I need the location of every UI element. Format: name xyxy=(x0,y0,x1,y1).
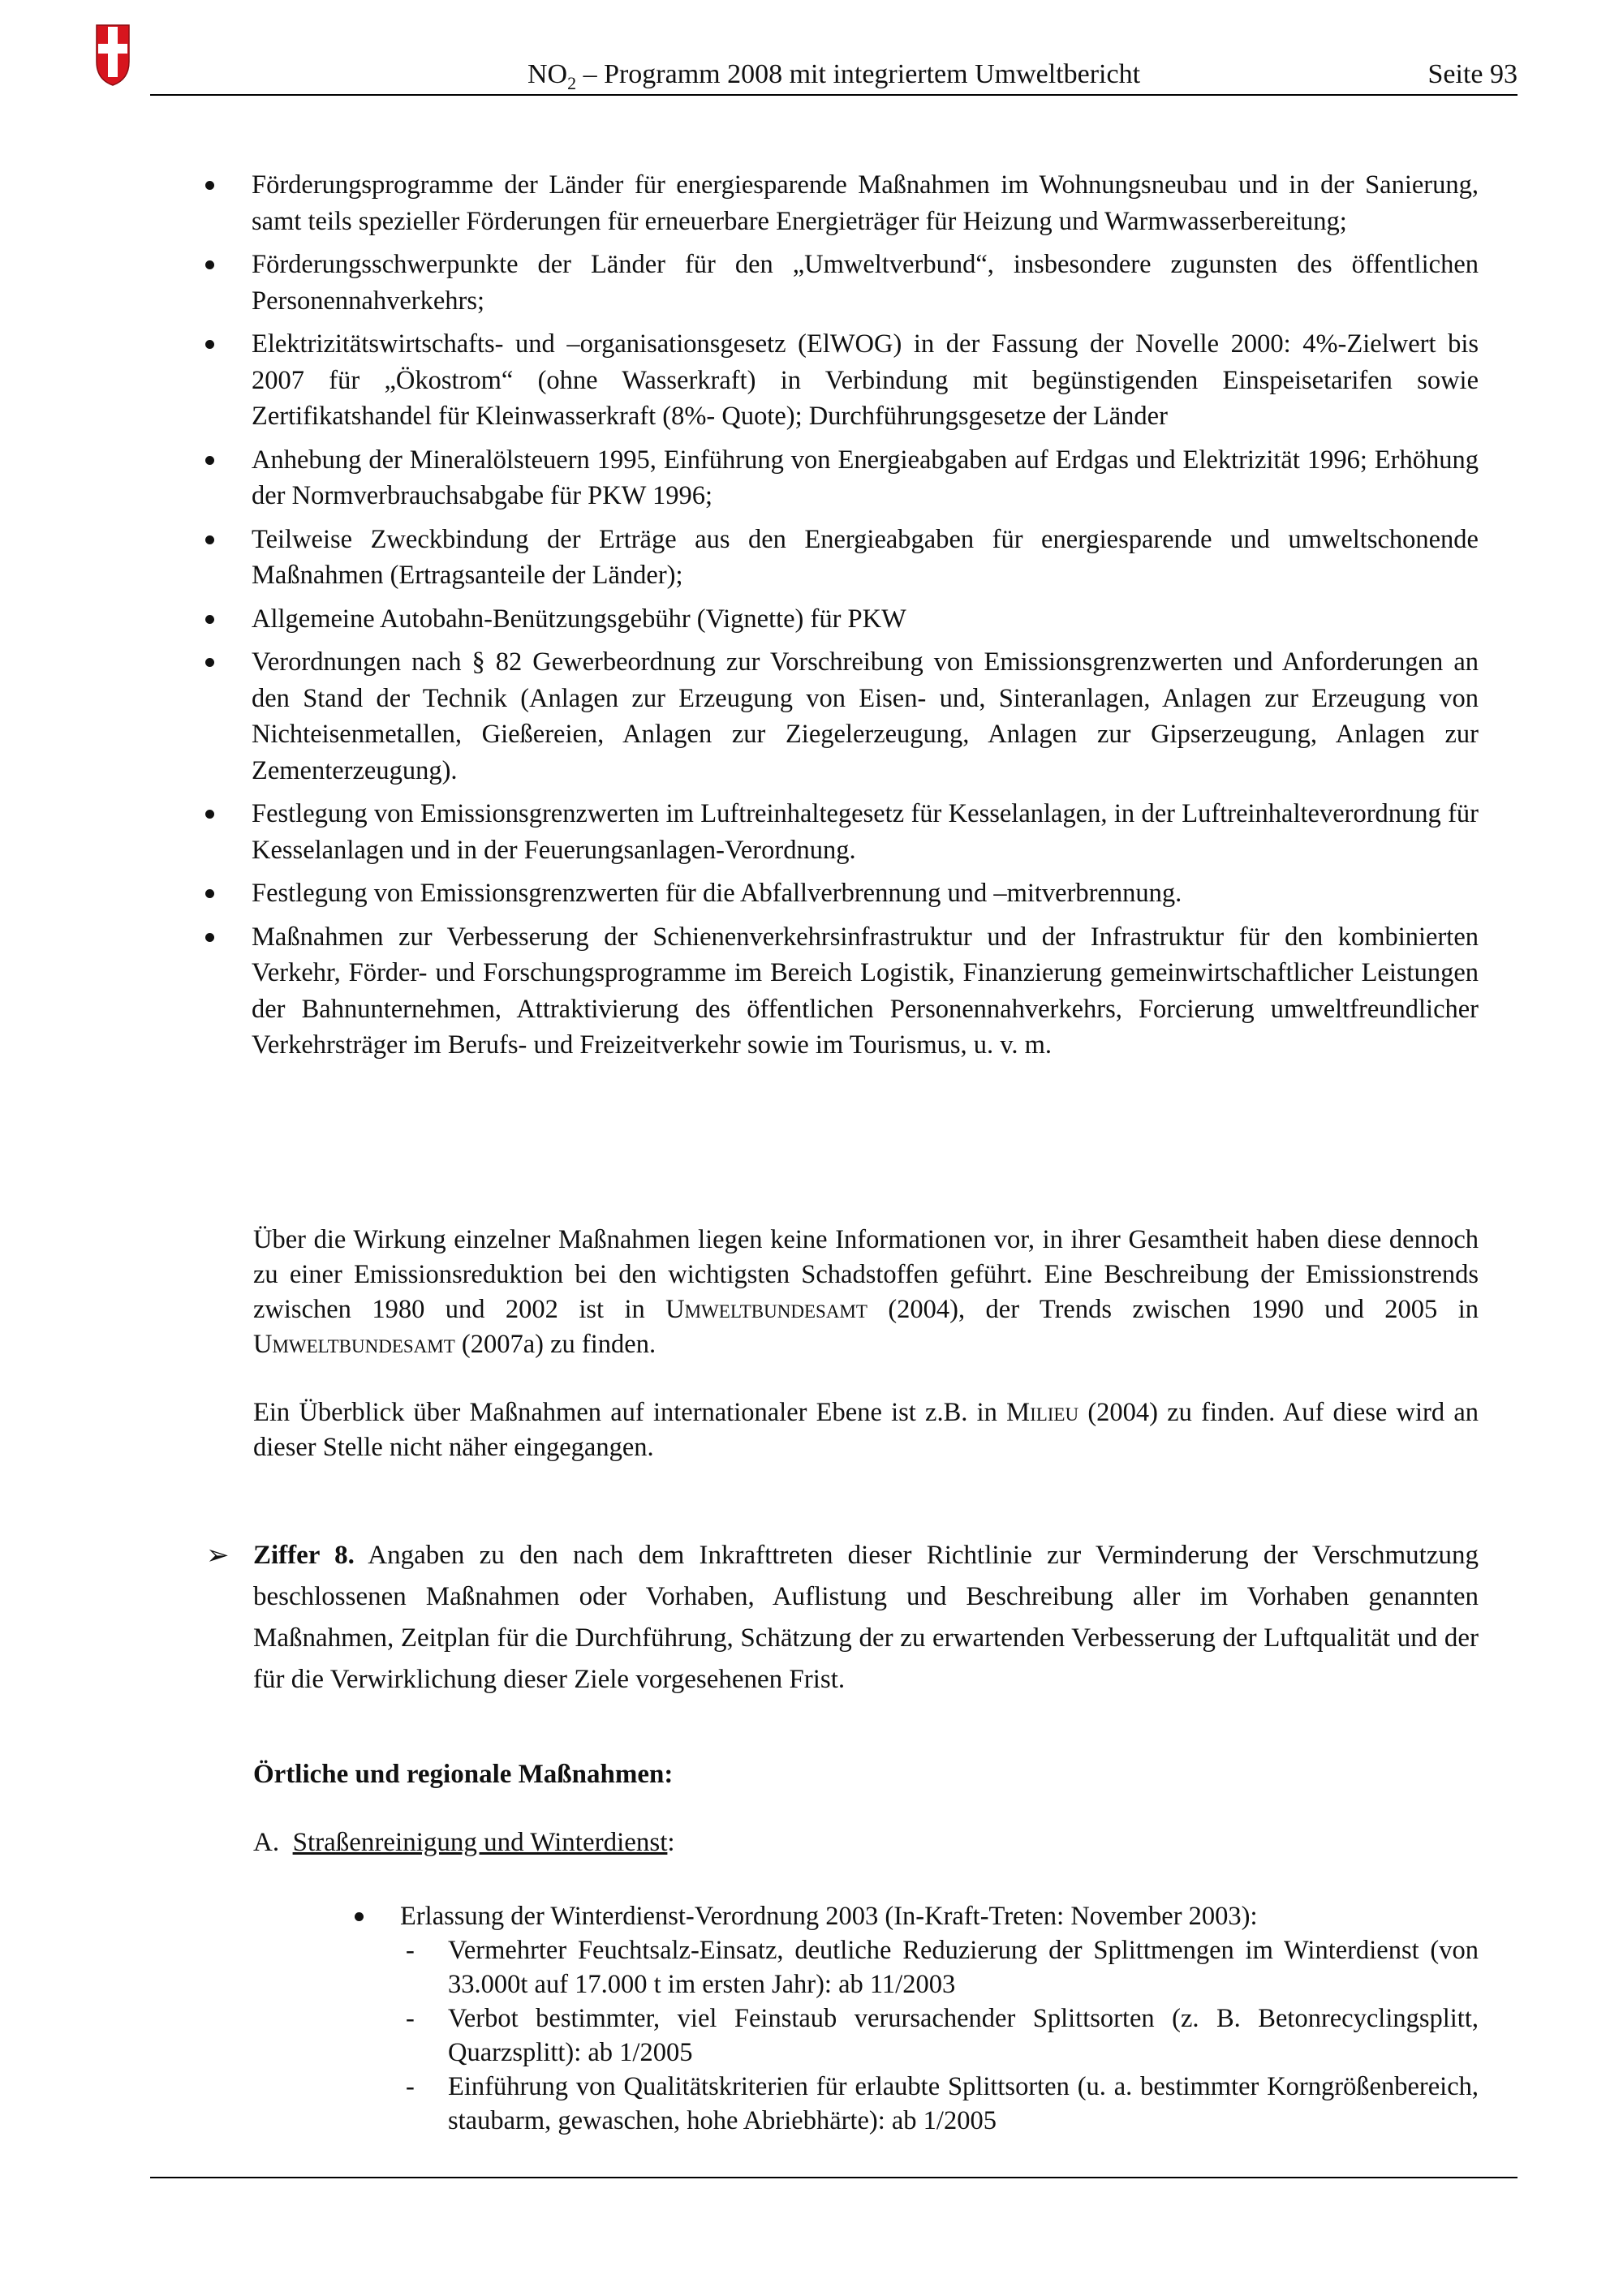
footer-rule xyxy=(150,2177,1518,2178)
section-heading: Örtliche und regionale Maßnahmen: xyxy=(253,1760,674,1789)
bullet-icon xyxy=(205,933,214,942)
list-item: Teilweise Zweckbindung der Erträge aus den Energieabgaben für energiesparende und umweltschonende Maßnahmen (Ertragsanteile der Länder); xyxy=(252,522,1479,594)
arrow-bullet-icon: ➢ xyxy=(206,1541,230,1571)
measures-list xyxy=(252,167,1479,1071)
dash-bullet: - xyxy=(406,2004,415,2033)
international-paragraph: Ein Überblick über Maßnahmen auf internationaler Ebene ist z.B. in Milieu (2004) zu finden. Auf diese wird an dieser Stelle nicht näher eingegangen. xyxy=(253,1398,1479,1462)
ziffer-8-paragraph: Ziffer 8. Angaben zu den nach dem Inkrafttreten dieser Richtlinie zur Verminderung der Verschmutzung beschlossenen Maßnahmen oder Vorhaben, Auflistung und Beschreibung aller im Vorhaben genannten Maßnahmen, Zeitplan für die Durchführung, Schätzung der zu erwartenden Verbesserung der Luftqualität und der für die Verwirklichung dieser Ziele vorgesehenen Frist. xyxy=(253,1541,1479,1694)
bullet-icon xyxy=(355,1912,364,1921)
bullet-icon xyxy=(205,181,214,190)
list-item: Elektrizitätswirtschafts- und –organisationsgesetz (ElWOG) in der Fassung der Novelle 2000: 4%-Zielwert bis 2007 für „Ökostrom“ (ohne Wasserkraft) in Verbindung mit begünstigenden Einspeisetarifen sowie Zertifikatshandel für Kleinwasserkraft (8%- Quote); Durchführungsgesetze der Länder xyxy=(252,326,1479,435)
ziffer-label: Ziffer 8. xyxy=(253,1541,355,1570)
reference-umweltbundesamt-2007a: Umweltbundesamt xyxy=(253,1330,455,1359)
list-item: Maßnahmen zur Verbesserung der Schienenverkehrsinfrastruktur und der Infrastruktur für den kombinierten Verkehr, Förder- und Forschungsprogramme im Bereich Logistik, Finanzierung gemeinwirtschaftlicher Leistungen der Bahnunternehmen, Attraktivierung des öffentlichen Personennahverkehrs, Forcierung umweltfreundlicher Verkehrsträger im Berufs- und Freizeitverkehr sowie im Tourismus, u. v. m. xyxy=(252,919,1479,1064)
dash-bullet: - xyxy=(406,2072,415,2101)
list-item: - Vermehrter Feuchtsalz-Einsatz, deutliche Reduzierung der Splittmengen im Winterdienst (von 33.000t auf 17.000 t im ersten Jahr): ab 11/2003 xyxy=(448,1933,1479,2001)
list-item: Festlegung von Emissionsgrenzwerten für die Abfallverbrennung und –mitverbrennung. xyxy=(252,875,1479,912)
vienna-crest-icon xyxy=(96,24,130,86)
winterdienst-bullet: Erlassung der Winterdienst-Verordnung 2003 (In-Kraft-Treten: November 2003): xyxy=(400,1899,1479,1933)
header-title: $NO_2$ – Programm 2008 mit integriertem Umweltbericht xyxy=(527,59,1141,93)
reference-milieu-2004: Milieu xyxy=(1006,1398,1079,1427)
list-item: - Einführung von Qualitätskriterien für erlaubte Splittsorten (u. a. bestimmter Korngrößenbereich, staubarm, gewaschen, hohe Abriebhärte): ab 1/2005 xyxy=(448,2070,1479,2138)
bullet-icon xyxy=(205,340,214,349)
bullet-icon xyxy=(205,889,214,898)
effects-paragraph: Über die Wirkung einzelner Maßnahmen liegen keine Informationen vor, in ihrer Gesamtheit haben diese dennoch zu einer Emissionsreduktion bei den wichtigsten Schadstoffen geführt. Eine Beschreibung der Emissionstrends zwischen 1980 und 2002 ist in Umweltbundesamt (2004), der Trends zwischen 1990 und 2005 in Umweltbundesamt (2007a) zu finden. xyxy=(253,1225,1479,1359)
list-item: Förderungsprogramme der Länder für energiesparende Maßnahmen im Wohnungsneubau und in der Sanierung, samt teils spezieller Förderungen für erneuerbare Energieträger für Heizung und Warmwasserbereitung; xyxy=(252,167,1479,239)
bullet-icon xyxy=(205,260,214,269)
bullet-icon xyxy=(205,615,214,624)
reference-umweltbundesamt-2004: Umweltbundesamt xyxy=(665,1295,867,1324)
list-item: Förderungsschwerpunkte der Länder für den „Umweltverbund“, insbesondere zugunsten des öffentlichen Personennahverkehrs; xyxy=(252,247,1479,319)
dash-bullet: - xyxy=(406,1936,415,1965)
list-item: - Verbot bestimmter, viel Feinstaub verursachender Splittsorten (z. B. Betonrecyclingsplitt, Quarzsplitt): ab 1/2005 xyxy=(448,2001,1479,2070)
bullet-icon xyxy=(205,658,214,667)
bullet-icon xyxy=(205,810,214,819)
winterdienst-measures-list xyxy=(406,1933,1479,2138)
list-item: Anhebung der Mineralölsteuern 1995, Einführung von Energieabgaben auf Erdgas und Elektrizität 1996; Erhöhung der Normverbrauchsabgabe für PKW 1996; xyxy=(252,442,1479,514)
list-item: Allgemeine Autobahn-Benützungsgebühr (Vignette) für PKW xyxy=(252,601,1479,638)
subsection-a-title: A. Straßenreinigung und Winterdienst: xyxy=(253,1828,675,1857)
list-item: Verordnungen nach § 82 Gewerbeordnung zur Vorschreibung von Emissionsgrenzwerten und Anforderungen an den Stand der Technik (Anlagen zur Erzeugung von Eisen- und, Sinteranlagen, Anlagen zur Erzeugung von Nichteisenmetallen, Gießereien, Anlagen zur Ziegelerzeugung, Anlagen zur Gipserzeugung, Anlagen zur Zementerzeugung). xyxy=(252,644,1479,789)
page-number: Seite 93 xyxy=(1427,59,1518,89)
list-item: Festlegung von Emissionsgrenzwerten im Luftreinhaltegesetz für Kesselanlagen, in der Luftreinhalteverordnung für Kesselanlagen und in der Feuerungsanlagen-Verordnung. xyxy=(252,796,1479,868)
bullet-icon xyxy=(205,456,214,465)
bullet-icon xyxy=(205,535,214,544)
page-header xyxy=(150,55,1518,96)
